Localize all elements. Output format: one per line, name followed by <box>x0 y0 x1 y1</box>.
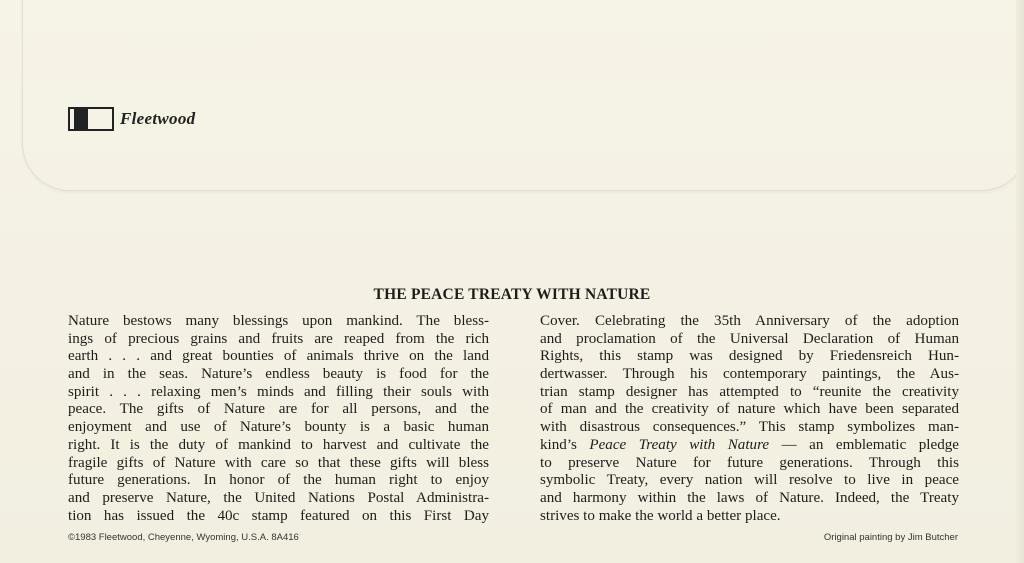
text-line: ings of precious grains and fruits are reaped from the rich <box>68 330 489 347</box>
text-line: of man and the creativity of nature which have been separated <box>540 401 959 418</box>
text-line: fragile gifts of Nature with care so that these gifts will bless <box>68 454 489 471</box>
text-line: strives to make the world a better place. <box>540 507 781 524</box>
text-line: future generations. In honor of the human right to enjoy <box>68 472 489 489</box>
text-line: symbolic Treaty, every nation will resolve to live in peace <box>540 472 959 489</box>
fleetwood-logo <box>68 107 195 131</box>
text-line: with disastrous consequences.” This stamp symbolizes man- <box>540 419 959 436</box>
left-column-text <box>68 313 489 525</box>
text-line: Rights, this stamp was designed by Friedensreich Hun- <box>540 348 959 365</box>
text-line: and in the seas. Nature’s endless beauty is food for the <box>68 366 489 383</box>
text-line: and proclamation of the Universal Declaration of Human <box>540 330 959 347</box>
envelope-edge <box>1016 0 1024 563</box>
text-line: spirit . . . relaxing men’s minds and filling their souls with <box>68 383 489 400</box>
text-line: Cover. Celebrating the 35th Anniversary of the adoption <box>540 313 959 329</box>
text-line: kind’s Peace Treaty with Nature — an emblematic pledge <box>540 436 959 453</box>
logo-mark-icon <box>68 107 114 131</box>
document-title: THE PEACE TREATY WITH NATURE <box>373 286 651 303</box>
right-column-text <box>540 313 959 525</box>
painting-credit: Original painting by Jim Butcher <box>823 532 958 543</box>
logo-text: Fleetwood <box>120 109 196 128</box>
envelope-flap <box>22 0 1024 191</box>
text-line: to preserve Nature for future generations. Through this <box>540 454 959 471</box>
text-line: enjoyment and use of Nature’s bounty is a basic human <box>68 419 489 436</box>
text-line: and harmony within the laws of Nature. Indeed, the Treaty <box>540 489 959 506</box>
text-line: dertwasser. Through his contemporary paintings, the Aus- <box>540 366 959 383</box>
copyright-note: ©1983 Fleetwood, Cheyenne, Wyoming, U.S.A. 8A416 <box>68 532 299 543</box>
text-line: and preserve Nature, the United Nations Postal Administra- <box>68 489 489 506</box>
text-line: Nature bestows many blessings upon mankind. The bless- <box>68 313 489 329</box>
text-line: tion has issued the 40c stamp featured on this First Day <box>68 507 489 524</box>
text-line: peace. The gifts of Nature are for all persons, and the <box>68 401 489 418</box>
text-line: trian stamp designer has attempted to “reunite the creativity <box>540 383 959 400</box>
text-line: earth . . . and great bounties of animals thrive on the land <box>68 348 489 365</box>
italic-phrase: Peace Treaty with Nature <box>589 436 770 453</box>
text-line: right. It is the duty of mankind to harvest and cultivate the <box>68 436 489 453</box>
